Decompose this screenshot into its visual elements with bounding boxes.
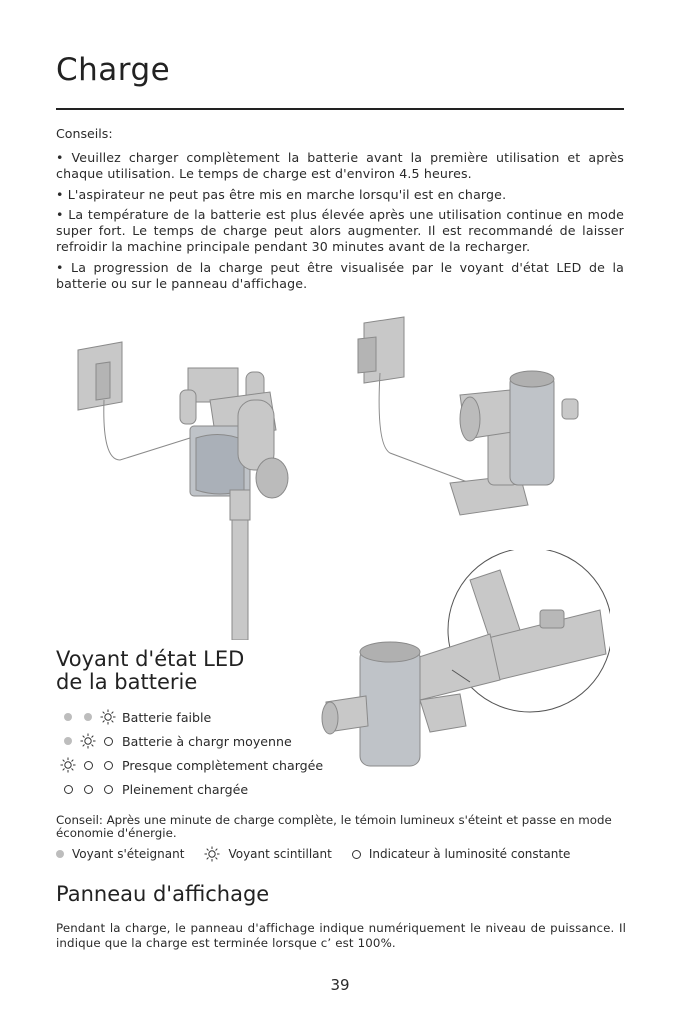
led-legend [56, 846, 590, 862]
tip-item-3: • La température de la batterie est plus élevée après une utilisation continue en mode super fort. Le temps de charge peut alors augmenter. Il est recommandé de laisser refroidir la machine principale pendant 30 minutes avant de la recharger. [56, 207, 624, 254]
led-section-title [56, 648, 244, 694]
dot-off-icon [84, 713, 92, 721]
ring-on-icon [104, 785, 113, 794]
tips-label: Conseils: [56, 126, 113, 141]
dot-off-icon [56, 850, 64, 858]
led-detail-zoom-illustration [320, 550, 610, 780]
led-status-row [58, 780, 248, 798]
page-number: 39 [330, 976, 350, 994]
legend-label: Voyant s'éteignant [72, 847, 185, 861]
vacuum-wall-mount-illustration [60, 320, 320, 640]
vacuum-adapter-charging-illustration [350, 315, 610, 525]
ring-on-icon [84, 761, 93, 770]
legend-item [352, 847, 571, 861]
legend-item [56, 847, 184, 861]
blinking-sun-icon [204, 846, 220, 862]
led-status-label: Pleinement chargée [122, 781, 249, 797]
tip-item-1: • Veuillez charger complètement la batterie avant la première utilisation et après chaque utilisation. Le temps de charge est d'environ 4.5 heures. [56, 150, 624, 181]
blinking-sun-icon [60, 757, 76, 773]
led-status-label: Batterie à chargr moyenne [122, 733, 292, 749]
tip-item-2: • L'aspirateur ne peut pas être mis en marche lorsqu'il est en charge. [56, 187, 507, 202]
blinking-sun-icon [100, 709, 116, 725]
legend-item [204, 846, 331, 862]
led-tip-note: Conseil: Après une minute de charge complète, le témoin lumineux s'éteint et passe en mode économie d'énergie. [56, 813, 612, 840]
ring-on-icon [84, 785, 93, 794]
led-status-label: Batterie faible [122, 709, 212, 725]
display-panel-text: Pendant la charge, le panneau d'affichage indique numériquement le niveau de puissance. Il indique que la charge est terminée lorsque c’ est 100%. [56, 921, 626, 950]
led-status-label: Presque complètement chargée [122, 757, 324, 773]
dot-off-icon [64, 713, 72, 721]
dot-off-icon [64, 737, 72, 745]
ring-on-icon [64, 785, 73, 794]
led-indicator-group [58, 733, 122, 749]
led-status-row [58, 732, 292, 750]
led-title-line-1: Voyant d'état LED [56, 647, 245, 671]
ring-on-icon [104, 761, 113, 770]
led-status-row [58, 756, 323, 774]
legend-label: Voyant scintillant [228, 847, 332, 861]
led-status-row [58, 708, 211, 726]
led-indicator-group [58, 785, 122, 794]
page-title: Charge [56, 52, 171, 88]
legend-label: Indicateur à luminosité constante [368, 847, 571, 861]
display-panel-title: Panneau d'affichage [56, 882, 270, 906]
tip-item-4: • La progression de la charge peut être visualisée par le voyant d'état LED de la batterie ou sur le panneau d'affichage. [56, 260, 624, 291]
blinking-sun-icon [80, 733, 96, 749]
title-divider [56, 108, 624, 110]
led-title-line-2: de la batterie [56, 670, 198, 694]
led-indicator-group [58, 757, 122, 773]
led-indicator-group [58, 709, 122, 725]
ring-on-icon [104, 737, 113, 746]
ring-on-icon [352, 850, 361, 859]
